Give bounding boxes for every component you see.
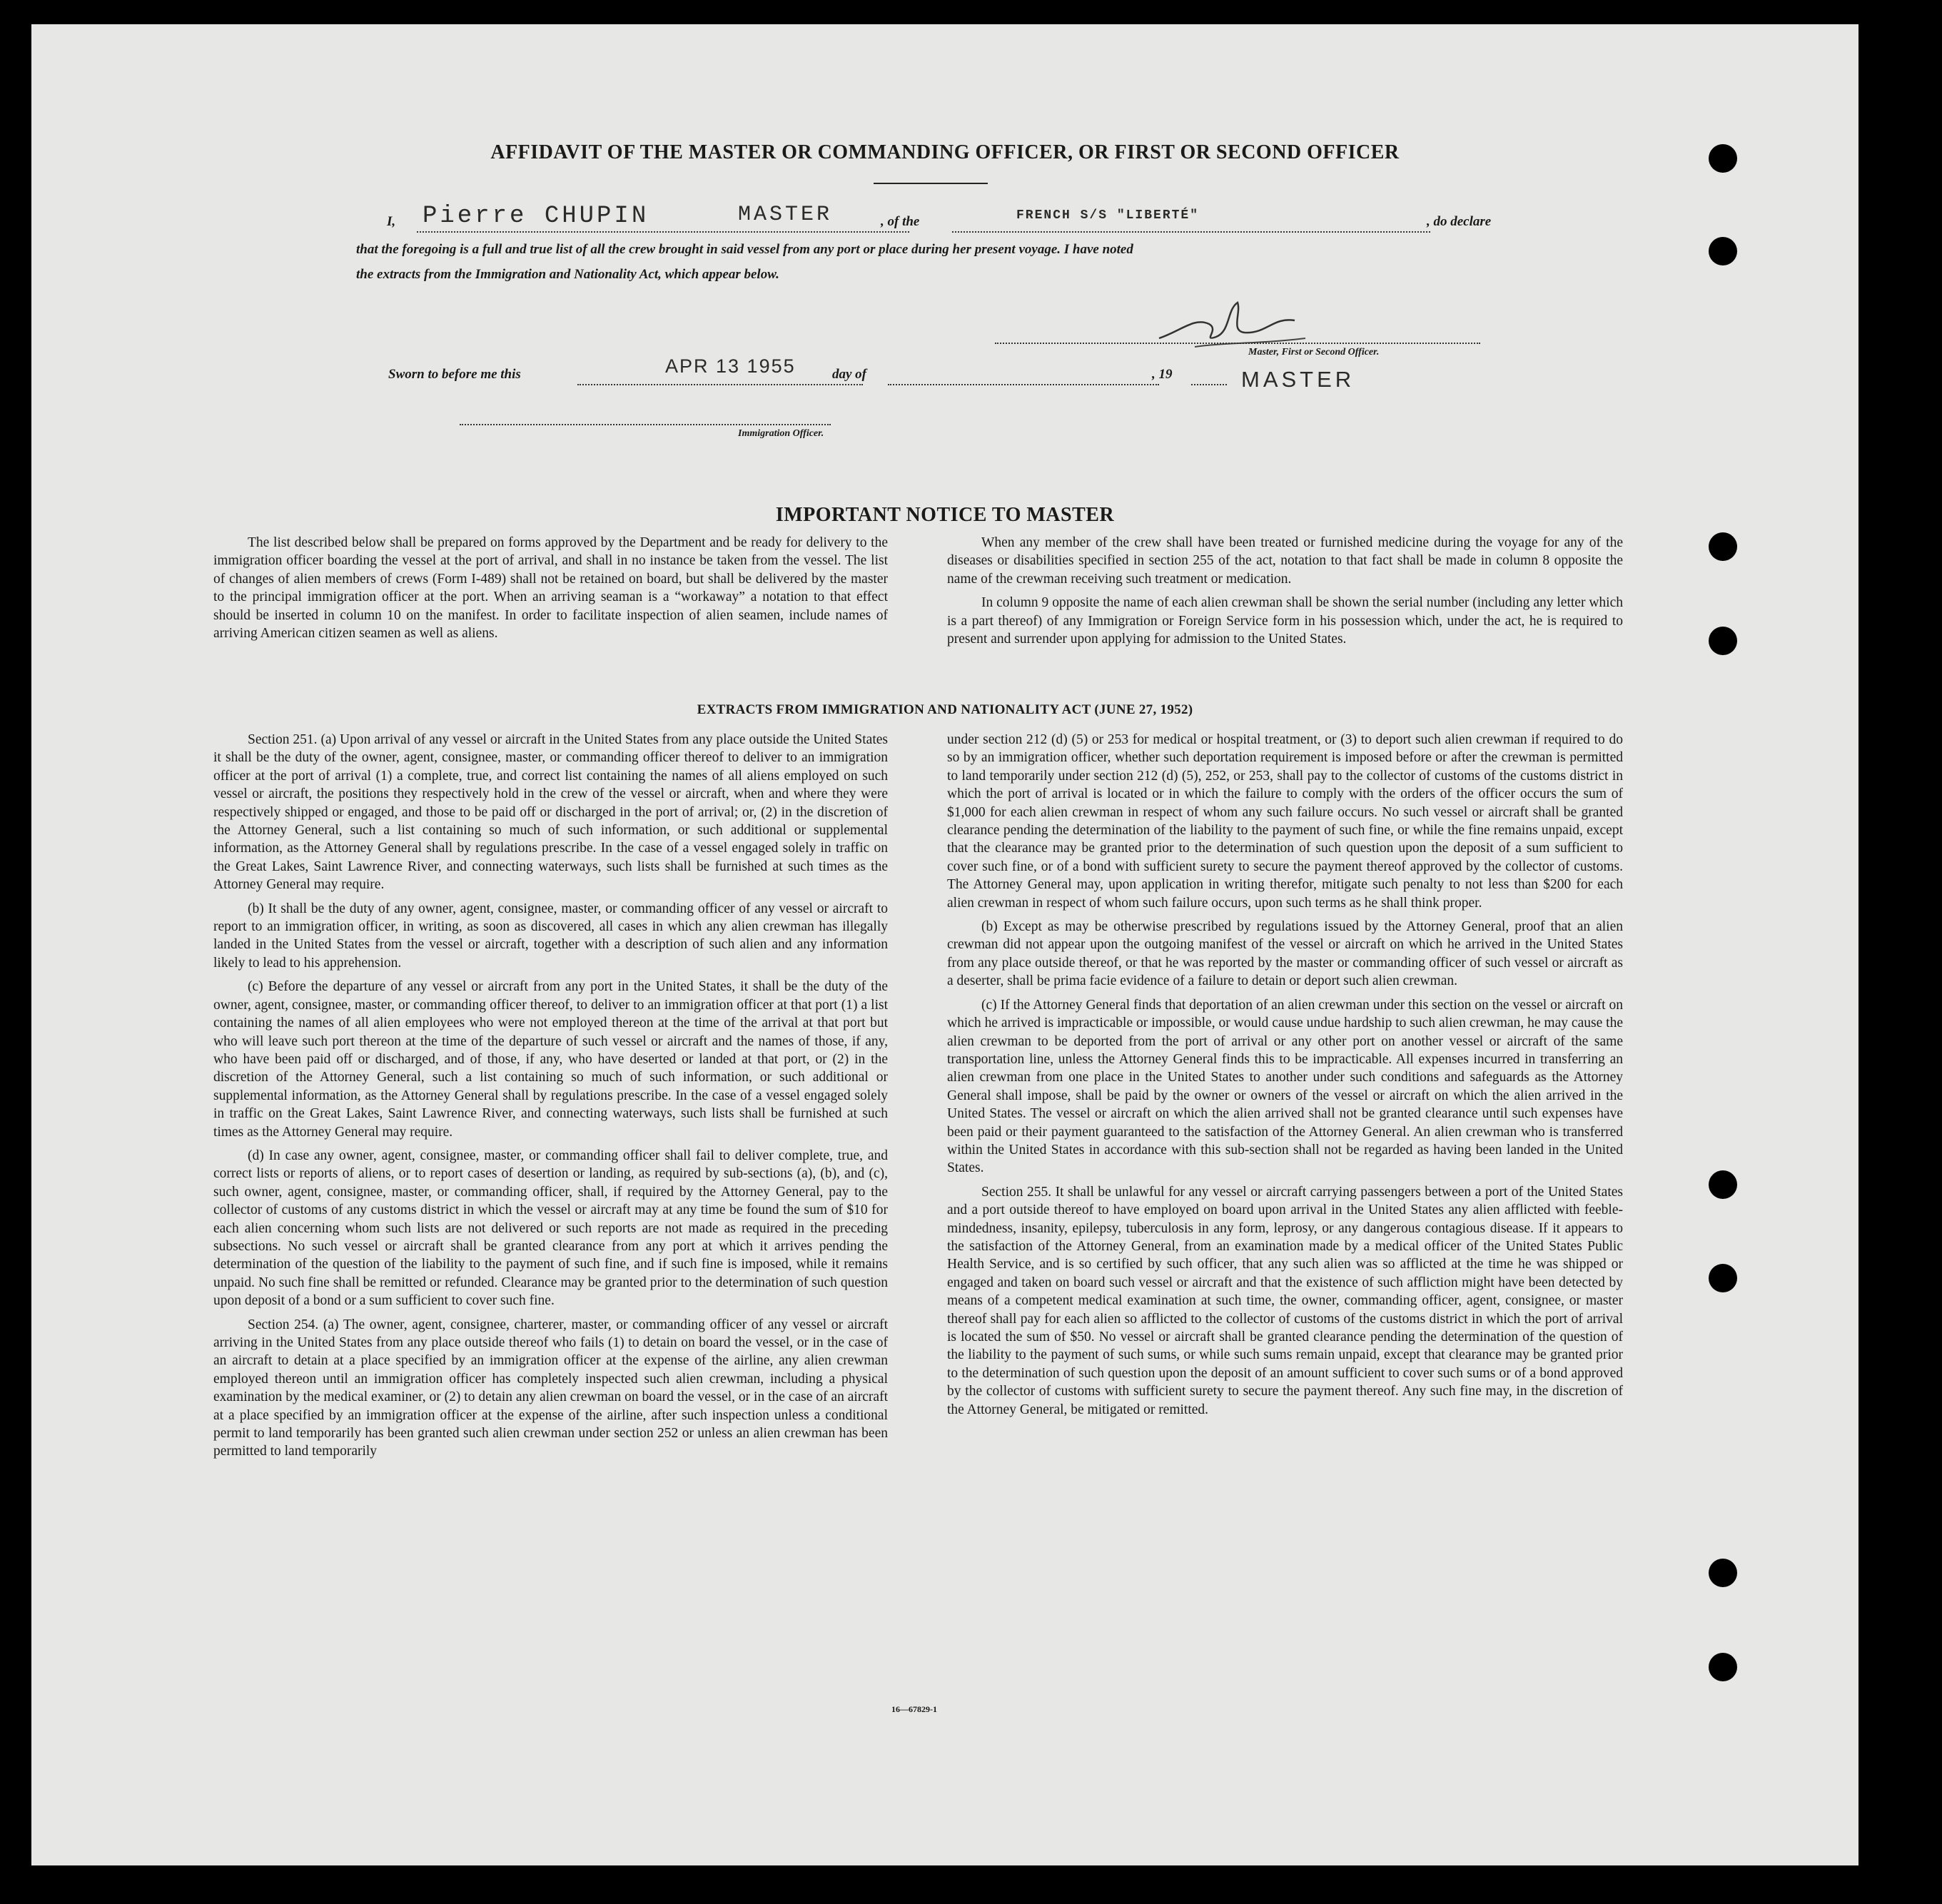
sworn-label: Sworn to before me this bbox=[388, 367, 521, 382]
form-code: 16—67829-1 bbox=[891, 1704, 937, 1714]
of-the-label: , of the bbox=[881, 214, 920, 229]
extract-paragraph: Section 251. (a) Upon arrival of any vessel or aircraft in the United States from any place outside the United States it shall be the duty of the owner, agent, consignee, master, or commanding officer thereof to deliver to an immigration officer at the port of arrival (1) a complete, true, and correct list containing the names of all aliens employed on such vessel or aircraft, the positions they respectively hold in the crew of the vessel or aircraft, when and where they were respectively shipped or engaged, and those to be paid off or discharged in the port of arrival; or, (2) in the discretion of the Attorney General, such a list containing so much of such information, or such additional or supplemental information, as the Attorney General shall by regulations prescribe. In the case of a vessel engaged solely in traffic on the Great Lakes, Saint Lawrence River, and connecting waterways, such lists shall be furnished at such times as the Attorney General may require. bbox=[213, 732, 888, 893]
decl-line-3: the extracts from the Immigration and Nationality Act, which appear below. bbox=[356, 267, 779, 282]
notice-right-paragraph-2: In column 9 opposite the name of each alien crewman shall be shown the serial number (including any letter which is a part thereof) of any Immigration or Foreign Service form in his possession which, under the act, he is required to present and surrender upon applying for admission to the United States. bbox=[947, 595, 1623, 647]
punch-hole bbox=[1709, 627, 1737, 655]
extracts-title: EXTRACTS FROM IMMIGRATION AND NATIONALITY ACT (JUNE 27, 1952) bbox=[697, 702, 1193, 717]
extract-paragraph: Section 255. It shall be unlawful for any vessel or aircraft carrying passengers between a port of the United States and a port outside thereof to have employed on board upon arrival in the United States any alien afflicted with feeble-mindedness, insanity, epilepsy, tuberculosis in any form, leprosy, or any dangerous contagious disease. If it appears to the satisfaction of the Attorney General, from an examination made by a medical officer of the United States Public Health Service, and is so certified by such officer, that any such alien was so afflicted at the time he was shipped or engaged and taken on board such vessel or aircraft and that the existence of such affliction might have been detected by means of a competent medical examination at such time, the owner, commanding officer, agent, consignee, or master thereof shall pay for each alien so afflicted to the collector of customs of the customs district in which the port of arrival is located the sum of $50. No vessel or aircraft shall be granted clearance pending the determination of the question of the liability to the payment of such sums, or while such sums remain unpaid, except that clearance may be granted prior to the determination of such question upon the deposit of an amount sufficient to cover such sums or of a bond approved by the collector of customs with sufficient surety to secure the payment thereof. Any such fine may, in the discretion of the Attorney General, be mitigated or remitted. bbox=[947, 1184, 1623, 1417]
year-prefix: , 19 bbox=[1152, 367, 1173, 382]
extract-paragraph: (b) Except as may be otherwise prescribed by regulations issued by the Attorney General, proof that an alien crewman did not appear upon the outgoing manifest of the vessel or aircraft on which he arrived in the United States from any place outside thereof, or that he was reported by the master or commanding officer of such vessel or aircraft as a deserter, shall be prima facie evidence of a failure to detain or deport such alien crewman. bbox=[947, 919, 1623, 989]
vessel-rule bbox=[952, 231, 1430, 233]
notice-left-paragraph: The list described below shall be prepared on forms approved by the Department and be ready for delivery to the immigration officer boarding the vessel at the port of arrival, and shall in no instance be taken from the vessel. The list of changes of alien members of crews (Form I-489) shall not be retained on board, but shall be delivered by the master to the principal immigration officer at the port. When an arriving seaman is a “workaway” a notation to that effect should be inserted in column 10 on the manifest. In order to facilitate inspection of alien seamen, include names of arriving American citizen seamen as well as aliens. bbox=[213, 535, 888, 642]
name-rule bbox=[417, 231, 909, 233]
extract-paragraph: (b) It shall be the duty of any owner, agent, consignee, master, or commanding officer of any vessel or aircraft to report to an immigration officer, in writing, as soon as discovered, all cases in which any alien crewman has illegally landed in the United States from the vessel or aircraft, together with a description of such alien and any information likely to lead to his apprehension. bbox=[213, 901, 888, 971]
punch-hole bbox=[1709, 532, 1737, 561]
extract-paragraph: (d) In case any owner, agent, consignee, master, or commanding officer shall fail to deliver complete, true, and correct lists or reports of aliens, or to report cases of desertion or landing, as required by sub-sections (a), (b), and (c), such owner, agent, consignee, master, or commanding officer, shall, if required by the Attorney General, pay to the collector of customs of any customs district in which the vessel or aircraft may at any time be found the sum of $10 for each alien concerning whom such lists are not delivered or such reports are not made as required in the preceding subsections. No such vessel or aircraft shall be granted clearance from any port at which it arrives pending the determination of the question of the liability to the payment of such fine, and if such fine is imposed, while it remains unpaid. No such fine shall be remitted or refunded. Clearance may be granted prior to the determination of such question upon deposit of a bond or a sum sufficient to cover such fine. bbox=[213, 1148, 888, 1309]
officer-caption: Immigration Officer. bbox=[738, 428, 824, 439]
decl-line-2: that the foregoing is a full and true list of all the crew brought in said vessel from any port or place during her present voyage. I have noted bbox=[356, 242, 1133, 257]
document-page bbox=[31, 24, 1858, 1865]
do-declare-label: , do declare bbox=[1427, 214, 1492, 229]
master-name: Pierre CHUPIN bbox=[423, 203, 649, 230]
punch-hole bbox=[1709, 237, 1737, 265]
master-stamp: MASTER bbox=[1241, 367, 1355, 392]
officer-rule bbox=[460, 424, 831, 425]
punch-hole bbox=[1709, 1559, 1737, 1587]
notice-right-paragraph-1: When any member of the crew shall have been treated or furnished medicine during the voyage for any of the diseases or disabilities specified in section 255 of the act, notation to that fact shall be made in column 8 opposite the name of the crewman receiving such treatment or medication. bbox=[947, 535, 1623, 587]
year-rule bbox=[1191, 384, 1227, 385]
notice-left-column bbox=[213, 534, 888, 648]
extract-paragraph: (c) Before the departure of any vessel or aircraft from any port in the United States, it shall be the duty of the owner, agent, consignee, master, or commanding officer thereof, to deliver to an immigration officer at that port (1) a list containing the names of all alien employees who were not employed thereon at the time of the arrival at that port but who will leave such port thereon at the time of the departure of such vessel or aircraft and the names of those, if any, who have been paid off or discharged, and of those, if any, who have deserted or landed at that port, or (2) in the discretion of the Attorney General, such a list containing so much of such information, or such additional or supplemental information, as the Attorney General shall by regulations prescribe. In the case of a vessel engaged solely in traffic on the Great Lakes, Saint Lawrence River, and connecting waterways, such lists shall be furnished at such times as the Attorney General may require. bbox=[213, 979, 888, 1140]
punch-hole bbox=[1709, 1653, 1737, 1681]
extracts-left-column bbox=[213, 731, 888, 1467]
extract-paragraph: under section 212 (d) (5) or 253 for medical or hospital treatment, or (3) to deport such alien crewman if required to do so by an immigration officer, whether such deportation requirement is imposed before or after the crewman is permitted to land temporarily under section 212 (d) (5), 252, or 253, shall pay to the collector of customs of the customs district in which the port of arrival is located or in which the failure to comply with the orders of the officer occurs the sum of $1,000 for each alien crewman in respect of whom any such failure occurs. No such vessel or aircraft shall be granted clearance pending the determination of the liability to the payment of such fine, or while the fine remains unpaid, except that the clearance may be granted prior to the determination of such question upon the deposit of a sum sufficient to cover such fine, or of a bond with sufficient surety to secure the payment thereof approved by the collector of customs. The Attorney General may, upon application in writing therefor, mitigate such penalty to not less than $200 for each alien crewman in respect of whom such failure occurs, upon such terms as he shall think proper. bbox=[947, 732, 1623, 911]
vessel-name: FRENCH S/S "LIBERTÉ" bbox=[1016, 208, 1200, 223]
master-rank: MASTER bbox=[738, 203, 833, 227]
signature-rule bbox=[995, 343, 1480, 344]
notice-title: IMPORTANT NOTICE TO MASTER bbox=[775, 504, 1115, 526]
month-rule bbox=[888, 384, 1159, 385]
extract-paragraph: (c) If the Attorney General finds that deportation of an alien crewman under this section on the vessel or aircraft on which he arrived is impracticable or impossible, or would cause undue hardship to such alien crewman, he may cause the alien crewman to be deported from the port of arrival or any other port on another vessel or aircraft of the same transportation line, unless the Attorney General finds this to be impracticable. All expenses incurred in transferring an alien crewman from one place in the United States to another under such conditions and safeguards as the Attorney General shall impose, shall be paid by the owner or owners of the vessel or aircraft on which the alien arrived in the United States. The vessel or aircraft on which the alien arrived shall not be granted clearance until such expenses have been paid or their payment guaranteed to the satisfaction of the Attorney General. An alien crewman who is transferred within the United States in accordance with this sub-section shall not be regarded as having been landed in the United States. bbox=[947, 997, 1623, 1176]
notice-right-column bbox=[947, 534, 1623, 654]
punch-hole bbox=[1709, 1264, 1737, 1292]
affidavit-title: AFFIDAVIT OF THE MASTER OR COMMANDING OFFICER, OR FIRST OR SECOND OFFICER bbox=[490, 141, 1400, 163]
punch-hole bbox=[1709, 1170, 1737, 1199]
signature-caption: Master, First or Second Officer. bbox=[1248, 347, 1380, 358]
extracts-right-column bbox=[947, 731, 1623, 1424]
sworn-date-rule bbox=[577, 384, 863, 385]
decl-prefix: I, bbox=[387, 214, 396, 229]
sworn-date-stamp: APR 13 1955 bbox=[665, 355, 796, 377]
day-of-label: day of bbox=[832, 367, 867, 382]
extract-paragraph: Section 254. (a) The owner, agent, consignee, charterer, master, or commanding officer of any vessel or aircraft arriving in the United States from any place outside thereof who fails (1) to detain on board the vessel, or in the case of an aircraft to detain at a place specified by an immigration officer at the expense of the airline, any alien crewman employed thereon until an immigration officer has completely inspected such alien crewman, including a physical examination by the medical examiner, or (2) to detain any alien crewman on board the vessel, or in the case of an aircraft at a place specified by an immigration officer at the expense of the airline, after such inspection unless a conditional permit to land temporarily has been granted such alien crewman under section 252 or unless an alien crewman has been permitted to land temporarily bbox=[213, 1317, 888, 1459]
title-rule bbox=[874, 183, 988, 184]
